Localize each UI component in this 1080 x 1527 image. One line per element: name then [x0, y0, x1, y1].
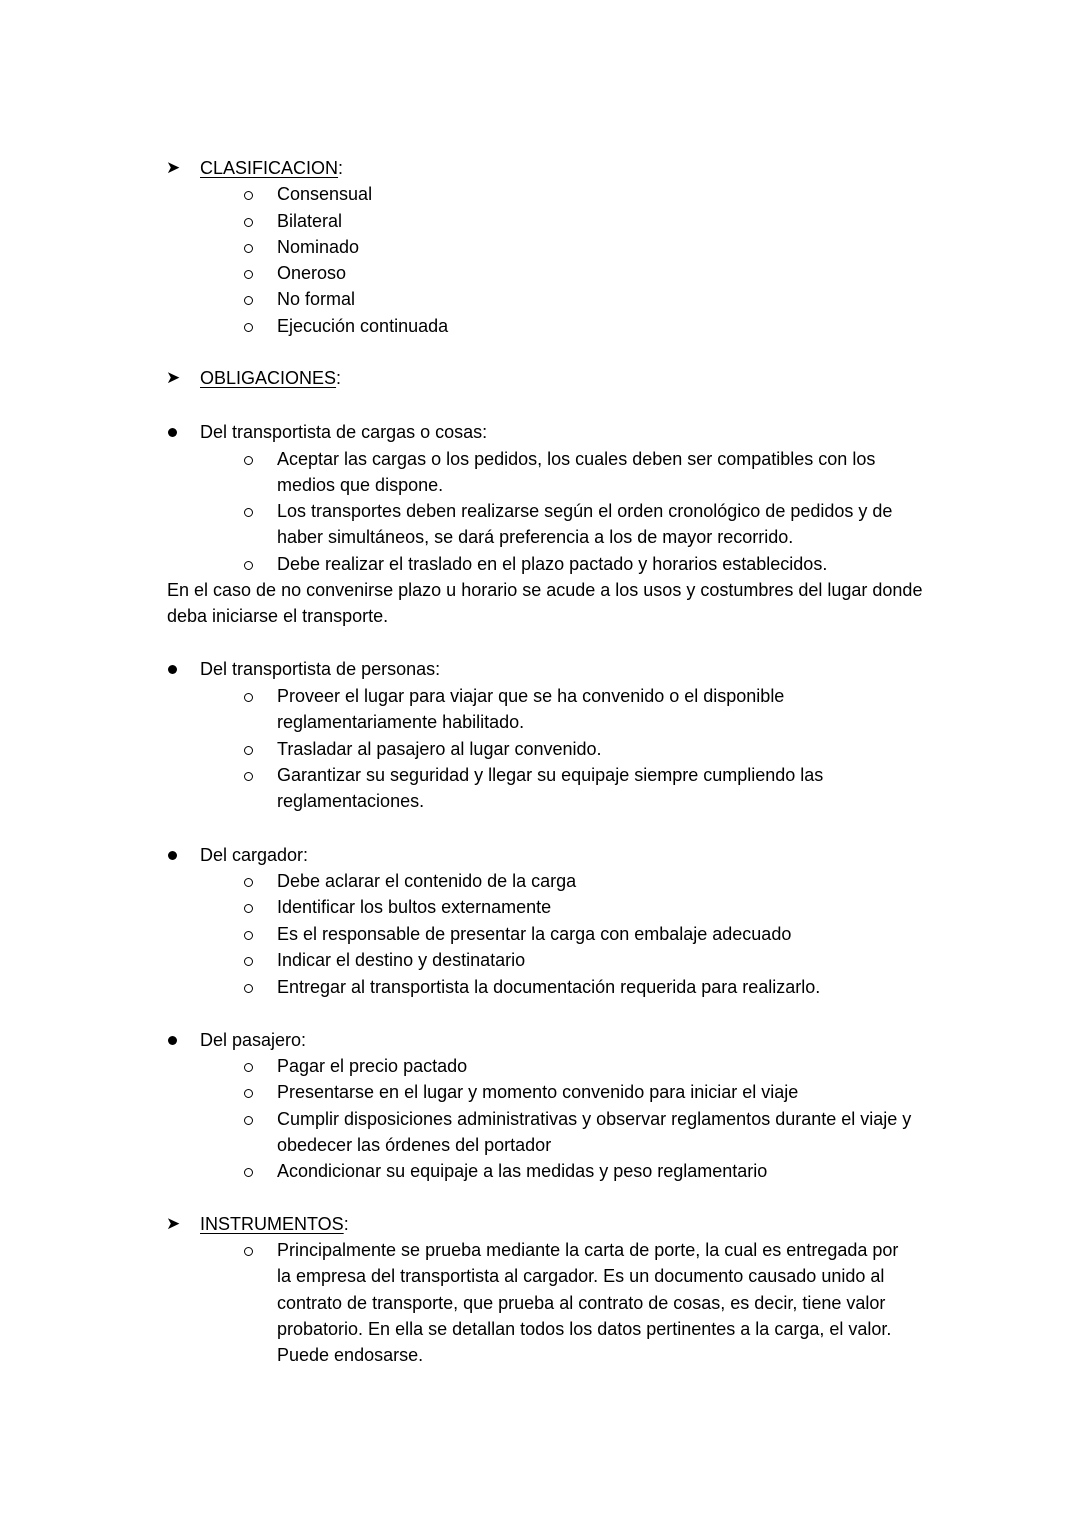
arrow-bullet-icon: ➤ — [166, 158, 181, 177]
circle-bullet-icon — [244, 270, 253, 279]
list-item: No formal — [277, 289, 356, 309]
section-heading-clasificacion: CLASIFICACION: — [200, 158, 344, 178]
list-item-line: Debe realizar el traslado en el plazo pactado y horarios establecidos. — [277, 554, 828, 574]
list-item-line: probatorio. En ella se detallan todos los datos pertinentes a la carga, el valor. — [277, 1319, 892, 1339]
list-item-line: Trasladar al pasajero al lugar convenido. — [277, 739, 602, 759]
list-item: Oneroso — [277, 263, 347, 283]
list-item-line: Principalmente se prueba mediante la carta de porte, la cual es entregada por — [277, 1240, 899, 1260]
list-item-line: Acondicionar su equipaje a las medidas y peso reglamentario — [277, 1161, 768, 1181]
list-item-line: Aceptar las cargas o los pedidos, los cuales deben ser compatibles con los — [277, 449, 876, 469]
list-item: Debe aclarar el contenido de la carga — [277, 871, 577, 891]
arrow-bullet-icon: ➤ — [166, 1214, 181, 1233]
disc-bullet-icon — [168, 851, 177, 860]
subsection-heading: Del transportista de cargas o cosas: — [200, 422, 488, 442]
circle-bullet-icon — [244, 218, 253, 227]
circle-bullet-icon — [244, 1247, 253, 1256]
circle-bullet-icon — [244, 984, 253, 993]
list-item: Es el responsable de presentar la carga con embalaje adecuado — [277, 924, 792, 944]
circle-bullet-icon — [244, 191, 253, 200]
circle-bullet-icon — [244, 693, 253, 702]
circle-bullet-icon — [244, 904, 253, 913]
list-item-line: obedecer las órdenes del portador — [277, 1135, 552, 1155]
list-item-line: Puede endosarse. — [277, 1345, 424, 1365]
circle-bullet-icon — [244, 772, 253, 781]
circle-bullet-icon — [244, 1168, 253, 1177]
list-item-line: Cumplir disposiciones administrativas y observar reglamentos durante el viaje y — [277, 1109, 912, 1129]
list-item-line: Garantizar su seguridad y llegar su equipaje siempre cumpliendo las — [277, 765, 824, 785]
list-item-line: haber simultáneos, se dará preferencia a los de mayor recorrido. — [277, 527, 794, 547]
list-item: Entregar al transportista la documentación requerida para realizarlo. — [277, 977, 821, 997]
circle-bullet-icon — [244, 746, 253, 755]
list-item-line: Pagar el precio pactado — [277, 1056, 468, 1076]
paragraph-line: En el caso de no convenirse plazo u horario se acude a los usos y costumbres del lugar donde — [167, 580, 923, 600]
arrow-bullet-icon: ➤ — [166, 368, 181, 387]
subsection-heading: Del transportista de personas: — [200, 659, 441, 679]
list-item: Bilateral — [277, 211, 343, 231]
circle-bullet-icon — [244, 561, 253, 570]
section-heading-instrumentos: INSTRUMENTOS: — [200, 1214, 349, 1234]
list-item-line: la empresa del transportista al cargador. Es un documento causado unido al — [277, 1266, 885, 1286]
circle-bullet-icon — [244, 456, 253, 465]
circle-bullet-icon — [244, 1089, 253, 1098]
list-item: Indicar el destino y destinatario — [277, 950, 526, 970]
list-item-line: Los transportes deben realizarse según el orden cronológico de pedidos y de — [277, 501, 893, 521]
circle-bullet-icon — [244, 296, 253, 305]
list-item: Identificar los bultos externamente — [277, 897, 552, 917]
list-item-line: reglamentaciones. — [277, 791, 425, 811]
disc-bullet-icon — [168, 665, 177, 674]
list-item-line: medios que dispone. — [277, 475, 444, 495]
list-item: Consensual — [277, 184, 373, 204]
paragraph-line: deba iniciarse el transporte. — [167, 606, 389, 626]
list-item-line: Presentarse en el lugar y momento convenido para iniciar el viaje — [277, 1082, 799, 1102]
circle-bullet-icon — [244, 1116, 253, 1125]
subsection-heading: Del pasajero: — [200, 1030, 307, 1050]
circle-bullet-icon — [244, 323, 253, 332]
circle-bullet-icon — [244, 931, 253, 940]
disc-bullet-icon — [168, 428, 177, 437]
list-item-line: Proveer el lugar para viajar que se ha convenido o el disponible — [277, 686, 785, 706]
subsection-heading: Del cargador: — [200, 845, 309, 865]
circle-bullet-icon — [244, 878, 253, 887]
list-item-line: contrato de transporte, que prueba al contrato de cosas, es decir, tiene valor — [277, 1293, 886, 1313]
list-item: Ejecución continuada — [277, 316, 449, 336]
list-item-line: reglamentariamente habilitado. — [277, 712, 525, 732]
circle-bullet-icon — [244, 957, 253, 966]
circle-bullet-icon — [244, 244, 253, 253]
list-item: Nominado — [277, 237, 360, 257]
circle-bullet-icon — [244, 508, 253, 517]
section-heading-obligaciones: OBLIGACIONES: — [200, 368, 342, 388]
circle-bullet-icon — [244, 1063, 253, 1072]
disc-bullet-icon — [168, 1036, 177, 1045]
